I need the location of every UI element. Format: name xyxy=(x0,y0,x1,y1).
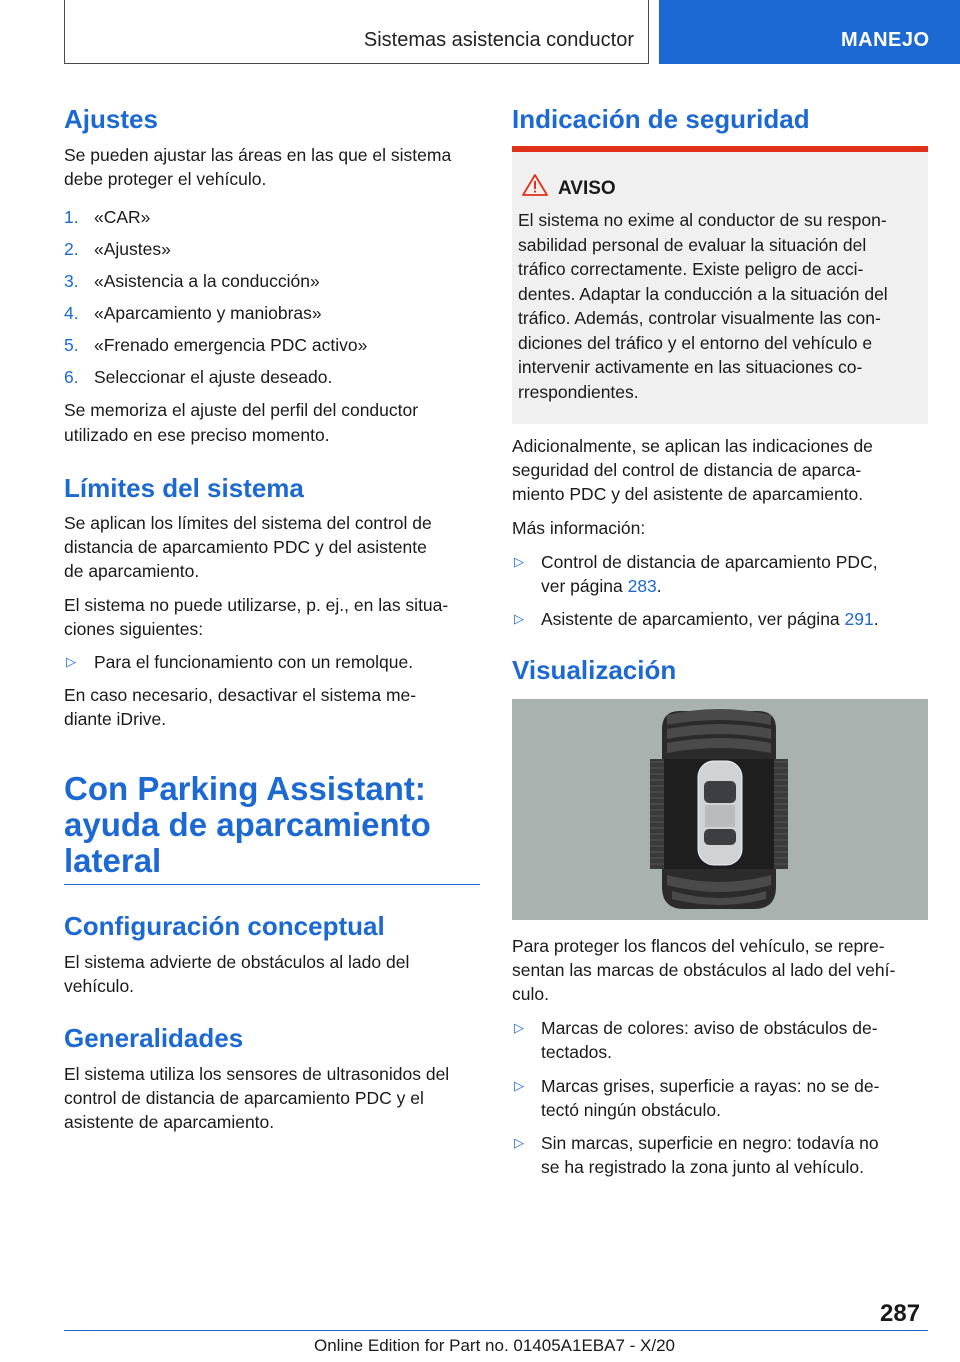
ref2-text: Asistente de aparcamiento, ver página xyxy=(541,609,845,629)
limites-p3-l2: diante iDrive. xyxy=(64,709,167,729)
vis-l3: culo. xyxy=(512,984,549,1004)
warning-line: sabilidad personal de evaluar la situación del xyxy=(518,234,867,255)
header-section-box xyxy=(64,0,649,64)
bullet-triangle-icon: ▷ xyxy=(514,554,524,569)
step-text: «CAR» xyxy=(94,207,151,227)
bullet-negro-l2: se ha registrado la zona junto al vehículo. xyxy=(541,1157,864,1177)
warning-line: tráfico correctamente. Existe peligro de acci‐ xyxy=(518,259,864,279)
footer-rule xyxy=(64,1330,928,1331)
parking-display-figure xyxy=(512,699,928,920)
mas-informacion: Más información: xyxy=(512,518,646,538)
warning-line: diciones del tráfico y el entorno del vehículo e xyxy=(518,332,873,353)
bullet-triangle-icon: ▷ xyxy=(514,1078,524,1093)
main-heading-line2: ayuda de aparcamiento xyxy=(64,806,431,843)
heading-ajustes: Ajustes xyxy=(64,104,158,134)
step-text: «Aparcamiento y maniobras» xyxy=(94,303,322,323)
generalidades-l3: asistente de aparcamiento. xyxy=(64,1112,275,1132)
warning-title: AVISO xyxy=(558,178,616,199)
section-title: Sistemas asistencia conductor xyxy=(363,29,634,51)
step-text: «Frenado emergencia PDC activo» xyxy=(94,335,368,355)
chapter-tab[interactable] xyxy=(659,0,960,64)
config-l2: vehículo. xyxy=(64,976,135,996)
ajustes-intro: Se pueden ajustar las áreas en las que el sistema debe proteger el vehículo. xyxy=(64,145,452,189)
step-number: 4. xyxy=(64,303,79,323)
bullet-triangle-icon: ▷ xyxy=(66,654,76,669)
warning-line: rrespondientes. xyxy=(518,381,639,402)
heading-configuracion: Configuración conceptual xyxy=(64,911,385,941)
warning-text xyxy=(518,208,922,404)
bullet-grises-l1: Marcas grises, superficie a rayas: no se de‐ xyxy=(541,1076,880,1096)
warning-triangle-icon xyxy=(522,174,548,196)
vis-l1: Para proteger los flancos del vehículo, se repre‐ xyxy=(512,936,885,956)
heading-generalidades: Generalidades xyxy=(64,1023,244,1053)
step-text: Seleccionar el ajuste deseado. xyxy=(94,367,333,387)
step-number: 2. xyxy=(64,239,79,259)
limites-p1-l2: distancia de aparcamiento PDC y del asistente xyxy=(64,537,427,557)
limites-p3-l1: En caso necesario, desactivar el sistema me‐ xyxy=(64,685,417,705)
adicional-l2: seguridad del control de distancia de aparca‐ xyxy=(512,460,862,480)
bullet-grises-l2: tectó ningún obstáculo. xyxy=(541,1100,721,1120)
limites-bullet: Para el funcionamiento con un remolque. xyxy=(94,652,414,672)
adicional-l3: miento PDC y del asistente de aparcamiento. xyxy=(512,484,864,504)
generalidades-l2: control de distancia de aparcamiento PDC y el xyxy=(64,1088,424,1108)
limites-p1-l3: de aparcamiento. xyxy=(64,561,200,581)
ref1-l1: Control de distancia de aparcamiento PDC, xyxy=(541,552,878,572)
main-heading-line1: Con Parking Assistant: xyxy=(64,770,426,807)
warning-line: intervenir activamente en las situaciones co‐ xyxy=(518,357,863,377)
page-number: 287 xyxy=(880,1300,921,1327)
limites-p2-l2: ciones siguientes: xyxy=(64,619,204,639)
step-text: «Asistencia a la conducción» xyxy=(94,271,320,291)
warning-line: tráfico. Además, controlar visualmente las con‐ xyxy=(518,308,881,328)
main-heading-line3: lateral xyxy=(64,842,162,879)
warning-line: El sistema no exime al conductor de su respon‐ xyxy=(518,210,887,230)
adicional-l1: Adicionalmente, se aplican las indicaciones de xyxy=(512,436,873,456)
warning-line: dentes. Adaptar la conducción a la situación del xyxy=(518,283,888,304)
step-number: 3. xyxy=(64,271,79,291)
page-link-291[interactable]: 291 xyxy=(844,609,874,629)
chapter-tab-label: MANEJO xyxy=(841,29,930,51)
step-number: 6. xyxy=(64,367,79,387)
vis-l2: sentan las marcas de obstáculos al lado del vehí‐ xyxy=(512,960,896,980)
bullet-colores-l1: Marcas de colores: aviso de obstáculos de‐ xyxy=(541,1018,878,1038)
generalidades-l1: El sistema utiliza los sensores de ultrasonidos del xyxy=(64,1064,450,1084)
ref1-l2-text: ver página xyxy=(541,576,628,596)
step-number: 5. xyxy=(64,335,79,355)
bullet-negro-l1: Sin marcas, superficie en negro: todavía no xyxy=(541,1133,879,1153)
limites-p2-l1: El sistema no puede utilizarse, p. ej., en las situa‐ xyxy=(64,595,449,615)
step-text: «Ajustes» xyxy=(94,239,171,259)
ajustes-note-line1: Se memoriza el ajuste del perfil del conductor xyxy=(64,400,419,420)
bullet-triangle-icon: ▷ xyxy=(514,611,524,626)
heading-limites: Límites del sistema xyxy=(64,473,304,503)
bullet-triangle-icon: ▷ xyxy=(514,1020,524,1035)
ref1-l2: ver página 283. xyxy=(541,576,662,596)
heading-seguridad: Indicación de seguridad xyxy=(512,104,810,134)
parking-sensor-illustration xyxy=(512,699,928,920)
bullet-colores-l2: tectados. xyxy=(541,1042,613,1062)
warning-box xyxy=(512,146,928,424)
heading-visualizacion: Visualización xyxy=(512,655,677,685)
page-link-283[interactable]: 283 xyxy=(627,576,657,596)
config-l1: El sistema advierte de obstáculos al lado del xyxy=(64,952,410,972)
bullet-triangle-icon: ▷ xyxy=(514,1135,524,1150)
ref2: Asistente de aparcamiento, ver página 291. xyxy=(541,609,879,629)
heading-underline xyxy=(64,884,480,885)
limites-p1-l1: Se aplican los límites del sistema del control de xyxy=(64,513,432,533)
footer-edition: Online Edition for Part no. 01405A1EBA7 - X/20 xyxy=(314,1336,676,1355)
ajustes-note-line2: utilizado en ese preciso momento. xyxy=(64,425,330,445)
step-number: 1. xyxy=(64,207,79,227)
